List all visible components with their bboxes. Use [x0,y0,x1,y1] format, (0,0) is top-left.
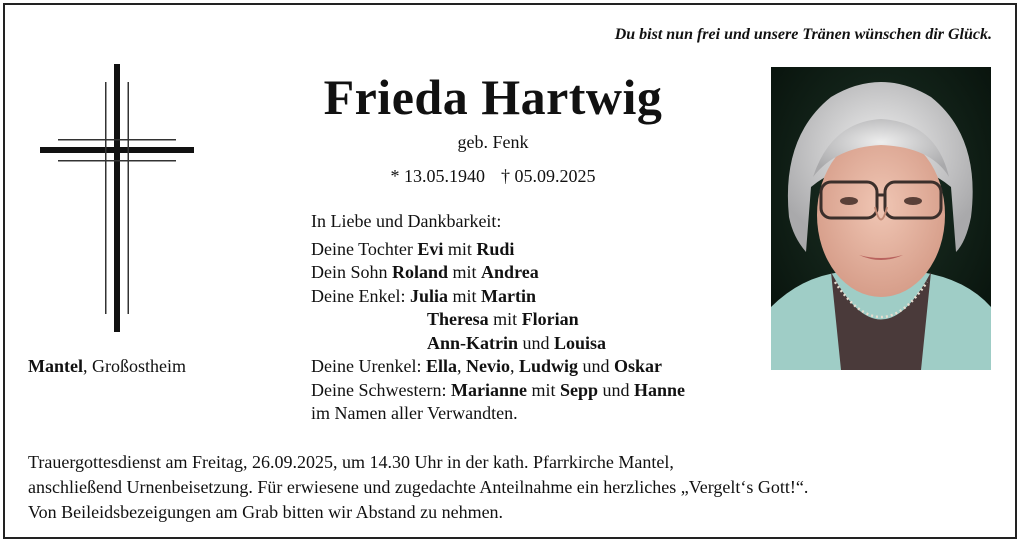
mourner-line-grandchildren-3: Ann-Katrin und Louisa [427,332,607,353]
death-date: † 05.09.2025 [501,166,596,186]
intro-line: In Liebe und Dankbarkeit: [311,211,502,231]
portrait-image [771,67,991,370]
town-name: Mantel [28,356,83,376]
service-line-1: Trauergottesdienst am Freitag, 26.09.2025, um 14.30 Uhr in der kath. Pfarrkirche Mantel, [28,452,674,472]
mourner-line-son: Dein Sohn Roland mit Andrea [311,262,539,282]
mourner-line-grandchildren-2: Theresa mit Florian [427,309,579,329]
cross-icon [40,64,194,332]
deceased-name: Frieda Hartwig [323,69,663,125]
mourner-line-sisters: Deine Schwestern: Marianne mit Sepp und Hanne [311,379,686,400]
service-info [28,450,968,525]
service-line-2: anschließend Urnenbeisetzung. Für erwiesene und zugedachte Anteilnahme ein herzliches „Vergelt‘s Gott!“. [28,477,809,497]
mourners-list [311,210,685,426]
mourner-line-great-grandchildren: Deine Urenkel: Ella, Nevio, Ludwig und Oskar [311,356,663,376]
mourner-line-closing: im Namen aller Verwandten. [311,403,518,423]
maiden-name: geb. Fenk [457,132,529,152]
service-line-3: Von Beileidsbezeigungen am Grab bitten wir Abstand zu nehmen. [28,502,504,522]
mourner-line-grandchildren: Deine Enkel: Julia mit Martin [311,285,536,306]
motto: Du bist nun frei und unsere Tränen wünschen dir Glück. [614,26,992,43]
portrait-photo [771,67,991,370]
life-dates [313,166,673,187]
place-of-residence [28,356,186,377]
town-rest: , Großostheim [82,356,186,376]
birth-date: * 13.05.1940 [390,166,485,186]
mourner-line-daughter: Deine Tochter Evi mit Rudi [311,238,515,259]
